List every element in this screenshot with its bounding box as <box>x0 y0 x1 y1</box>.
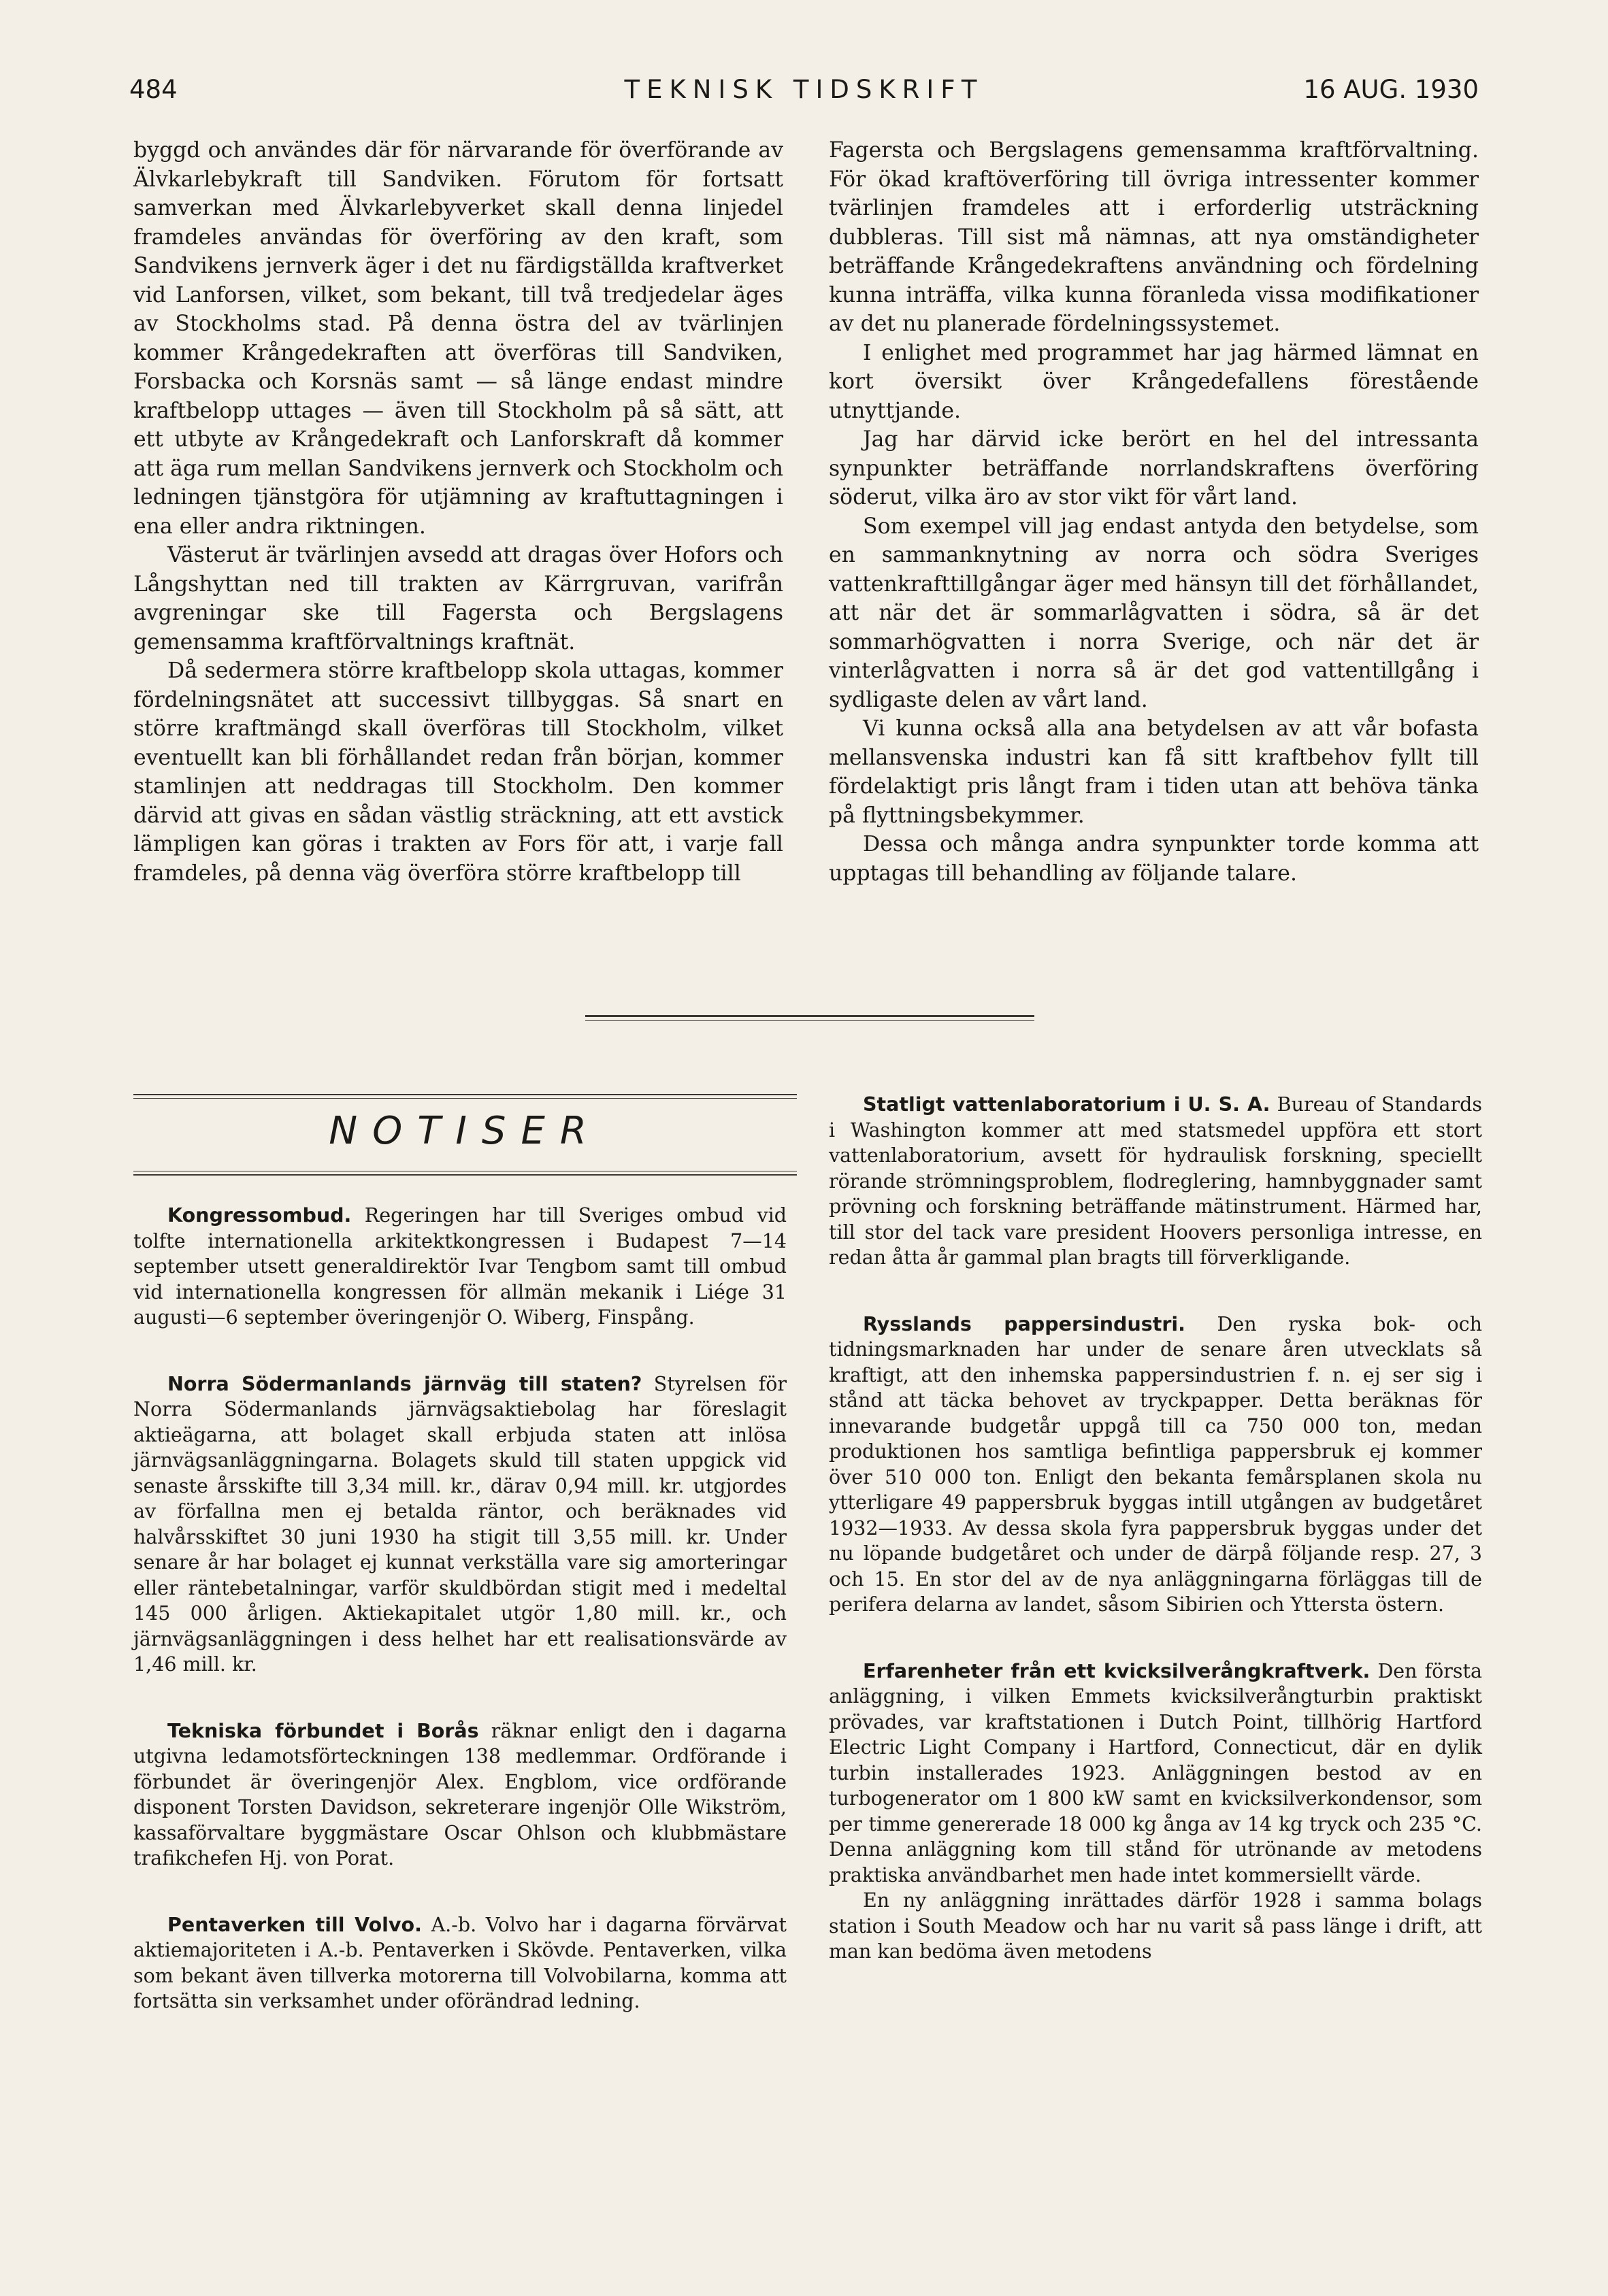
notiser-heading-box <box>133 1094 797 1176</box>
article-paragraph: Som exempel vill jag endast antyda den betydelse, som en sammanknytning av norra och södra Sveriges vattenkrafttillgångar äger med hänsyn till det förhållandet, att när det är sommarlågvatten i södra, så är det sommarhögvatten i norra Sverige, och när det är vinterlågvatten i norra så är det god vattentillgång i sydligaste delen av vårt land. <box>829 514 1479 712</box>
notice-item <box>829 1092 1482 1271</box>
article-paragraph: Vi kunna också alla ana betydelsen av att vår bofasta mellansvenska industri kan få sitt kraftbehov fyllt till fördelaktigt pris långt fram i tiden utan att behöva tänka på flyttningsbekymmer. <box>829 716 1479 828</box>
page-number: 484 <box>129 75 178 104</box>
section-divider <box>585 1015 1034 1021</box>
notice-title: Tekniska förbundet i Borås <box>167 1719 479 1742</box>
article-paragraph: Då sedermera större kraftbelopp skola uttagas, kommer fördelningsnätet att successivt tillbyggas. Så snart en större kraftmängd skall överföras till Stockholm, vilket eventuellt kan bli förhållandet redan från början, kommer stamlinjen att neddragas till Stockholm. Den kommer därvid att givas en sådan västlig sträckning, att ett avstick lämpligen kan göras i trakten av Fors för att, i varje fall framdeles, på denna väg överföra större kraftbelopp till <box>133 659 783 886</box>
notice-item <box>133 1203 787 1331</box>
article-paragraph: byggd och användes där för närvarande för överförande av Älvkarlebykraft till Sandviken. Förutom för fortsatt samverkan med Älvkarlebyverket skall denna linjedel framdeles användas för överföring av den kraft, som Sandvikens jernverk äger i det nu färdigställda kraftverket vid Lanforsen, vilket, som bekant, till två tredjedelar äges av Stockholms stad. På denna östra del av tvärlinjen kommer Krångedekraften att överföras till Sandviken, Forsbacka och Korsnäs samt — så länge endast mindre kraftbelopp uttages — även till Stockholm på så sätt, att ett utbyte av Krångedekraft och Lanforskraft då kommer att äga rum mellan Sandvikens jernverk och Stockholm och ledningen tjänstgöra för utjämning av kraftuttagningen i ena eller andra riktningen. <box>133 138 783 539</box>
notice-item <box>133 1912 787 2014</box>
article-paragraph: Fagersta och Bergslagens gemensamma kraftförvaltning. För ökad kraftöverföring till övriga intressenter kommer tvärlinjen framdeles att i erforderlig utsträckning dubbleras. Till sist må nämnas, att nya omständigheter beträffande Krångedekraftens användning och fördelning kunna inträffa, vilka kunna föranleda vissa modifikationer av det nu planerade fördelningssystemet. <box>829 138 1479 336</box>
heading-rule-bottom <box>133 1171 797 1176</box>
notice-body: Den ryska bok- och tidningsmarknaden har under de senare åren utvecklats så kraftigt, att den inhemska pappersindustrien f. n. ej ser sig i stånd att täcka behovet av tryckpapper. Detta beräknas för innevarande budgetår uppgå till ca 750 000 ton, medan produktionen hos samtliga befintliga pappersbruk ej kommer över 510 000 ton. Enligt den bekanta femårsplanen skola nu ytterligare 49 pappersbruk byggas intill utgången av budgetåret 1932—1933. Av dessa skola fyra pappersbruk byggas under det nu löpande budgetåret och under de därpå följande resp. 27, 3 och 15. En stor del av de nya anläggningarna förläggas till de perifera delarna av landet, såsom Sibirien och Yttersta östern. <box>829 1312 1482 1616</box>
notice-title: Statligt vattenlaboratorium i U. S. A. <box>863 1093 1270 1116</box>
notice-title: Rysslands pappersindustri. <box>863 1312 1185 1335</box>
notice-body: Den första anläggning, i vilken Emmets kvicksilverångturbin praktiskt prövades, var kraftstationen i Dutch Point, tillhörig Hartford Electric Light Company i Hartford, Connecticut, där en dylik turbin installerades 1923. Anläggningen bestod av en turbogenerator om 1 800 kW samt en kvicksilverkondensor, som per timme genererade 18 000 kg ånga av 14 kg tryck och 235 °C. Denna anläggning kom till stånd för utrönande av metodens praktiska användbarhet men hade intet kommersiellt värde. <box>829 1659 1482 1886</box>
notiser-heading: NOTISER <box>329 1109 602 1153</box>
notiser-right-column <box>829 1092 1482 2006</box>
notice-title: Norra Södermanlands järnväg till staten? <box>167 1372 642 1395</box>
notice-item <box>829 1312 1482 1618</box>
notice-body: räknar enligt den i dagarna utgivna ledamotsförteckningen 138 medlemmar. Ordförande i förbundet är överingenjör Alex. Engblom, vice ordförande disponent Torsten Davidson, sekreterare ingenjör Olle Wikström, kassaförvaltare byggmästare Oscar Ohlson och klubbmästare trafikchefen Hj. von Porat. <box>133 1719 787 1869</box>
notice-item <box>133 1718 787 1871</box>
notice-body: Styrelsen för Norra Södermanlands järnvägsaktiebolag har föreslagit aktieägarna, att bolaget skall erbjuda staten att inlösa järnvägsanläggningarna. Bolagets skuld till staten uppgick vid senaste årsskifte till 3,34 mill. kr., därav 0,94 mill. kr. utgjordes av förfallna men ej betalda räntor, och beräknades vid halvårsskiftet 30 juni 1930 ha stigit till 3,55 mill. kr. Under senare år har bolaget ej kunnat verkställa vare sig amorteringar eller räntebetalningar, varför skuldbördan stigit med i medeltal 145 000 årligen. Aktiekapitalet utgör 1,80 mill. kr., och järnvägsanläggningen i dess helhet har ett realisationsvärde av 1,46 mill. kr. <box>133 1372 787 1676</box>
notice-body: En ny anläggning inrättades därför 1928 i samma bolags station i South Meadow och har nu varit så pass länge i drift, att man kan bedöma även metodens <box>829 1889 1482 1963</box>
issue-date: 16 AUG. 1930 <box>1303 75 1479 104</box>
notice-item <box>829 1659 1482 1889</box>
notice-body: A.-b. Volvo har i dagarna förvärvat aktiemajoriteten i A.-b. Pentaverken i Skövde. Pentaverken, vilka som bekant även tillverka motorerna till Volvobilarna, komma att fortsätta sin verksamhet under oförändrad ledning. <box>133 1913 787 2012</box>
article-paragraph: Dessa och många andra synpunkter torde komma att upptagas till behandling av följande talare. <box>829 832 1479 886</box>
journal-title: TEKNISK TIDSKRIFT <box>624 75 984 104</box>
article-paragraph: Jag har därvid icke berört en hel del intressanta synpunkter beträffande norrlandskraftens överföring söderut, vilka äro av stor vikt för vårt land. <box>829 427 1479 510</box>
notice-body: Bureau of Standards i Washington kommer att med statsmedel uppföra ett stort vattenlaboratorium, avsett för hydraulisk forskning, speciellt rörande strömningsproblem, flodreglering, hamnbyggnader samt prövning och forskning beträffande mätinstrument. Härmed har, till stor del tack vare president Hoovers personliga intresse, en redan åtta år gammal plan bragts till förverkligande. <box>829 1093 1482 1269</box>
article-left-column <box>133 136 783 888</box>
notice-item <box>829 1888 1482 1965</box>
notice-title: Pentaverken till Volvo. <box>167 1913 422 1936</box>
notice-title: Kongressombud. <box>167 1204 352 1227</box>
article-paragraph: I enlighet med programmet har jag härmed lämnat en kort översikt över Krångedefallens förestående utnyttjande. <box>829 340 1479 423</box>
heading-rule-top <box>133 1094 797 1099</box>
article-right-column <box>829 136 1479 888</box>
notice-item <box>133 1371 787 1678</box>
notice-title: Erfarenheter från ett kvicksilverångkraftverk. <box>863 1659 1371 1682</box>
notiser-left-column <box>133 1203 787 2055</box>
article-paragraph: Västerut är tvärlinjen avsedd att dragas över Hofors och Långshyttan ned till trakten av Kärrgruvan, varifrån avgreningar ske till Fagersta och Bergslagens gemensamma kraftförvaltnings kraftnät. <box>133 543 783 654</box>
notice-body: Regeringen har till Sveriges ombud vid tolfte internationella arkitektkongressen i Budapest 7—14 september utsett generaldirektör Ivar Tengbom samt till ombud vid internationella kongressen för allmän mekanik i Liége 31 augusti—6 september överingenjör O. Wiberg, Finspång. <box>133 1204 787 1329</box>
